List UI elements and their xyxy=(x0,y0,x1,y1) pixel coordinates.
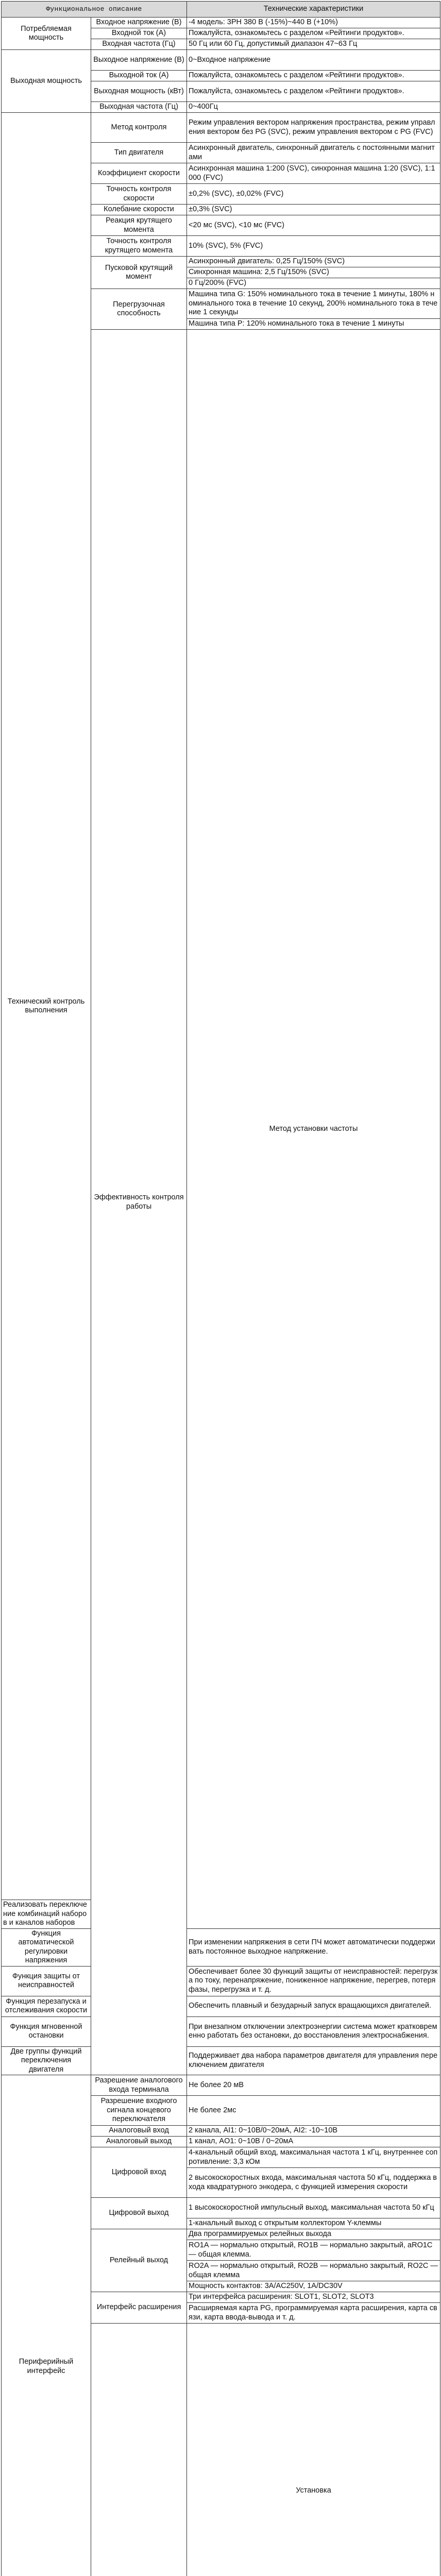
row-value: <20 мс (SVC), <10 мс (FVC) xyxy=(187,215,440,236)
row-name: Выходной ток (А) xyxy=(91,71,187,81)
row-value: 1 канал, AO1: 0~10В / 0~20мА xyxy=(187,2137,440,2147)
row-name: Релейный выход xyxy=(91,2229,187,2292)
row-name: Входной ток (А) xyxy=(91,28,187,39)
row-name: Функция автоматической регулировки напряжения xyxy=(2,1928,91,1966)
row-value: Асинхронная машина 1:200 (SVC), синхронная машина 1:20 (SVC), 1:1000 (FVC) xyxy=(187,163,440,184)
row-name: Функция защиты от неисправностей xyxy=(2,1966,91,1996)
row-value: Асинхронный двигатель, синхронный двигатель с постоянными магнитами xyxy=(187,143,440,163)
row-value: Не более 20 мВ xyxy=(187,2075,440,2096)
row-value: 1-канальный выход с открытым коллектором Y-клеммы xyxy=(187,2218,440,2229)
group-input-power: Потребляемая мощность xyxy=(2,18,91,50)
row-value: -4 модель: 3PH 380 В (-15%)~440 В (+10%) xyxy=(187,18,440,28)
row-value: ±0,3% (SVC) xyxy=(187,205,440,215)
row-name: Цифровой вход xyxy=(91,2147,187,2198)
row-value: Асинхронный двигатель: 0,25 Гц/150% (SVC) xyxy=(187,257,440,267)
header-technical-specs: Технические характеристики xyxy=(187,2,440,18)
row-value: Пожалуйста, ознакомьтесь с разделом «Рейтинги продуктов». xyxy=(187,81,440,102)
row-name: Выходное напряжение (В) xyxy=(91,50,187,71)
row-value: 0 Гц/200% (FVC) xyxy=(187,278,440,289)
row-name: Функция мгновенной остановки xyxy=(2,2016,91,2046)
row-value: Пожалуйста, ознакомьтесь с разделом «Рейтинги продуктов». xyxy=(187,71,440,81)
row-name: Выходная частота (Гц) xyxy=(91,102,187,113)
row-value: 10% (SVC), 5% (FVC) xyxy=(187,236,440,257)
row-value: RO1A — нормально открытый, RO1B — нормально закрытый, аRO1C — общая клемма. xyxy=(187,2240,440,2261)
row-name: Тип двигателя xyxy=(91,143,187,163)
group-tech-control: Технический контроль выполнения xyxy=(2,113,91,1900)
spec-page xyxy=(0,0,441,1000)
row-value: Расширяемая карта PG, программируемая карта расширения, карта связи, карта ввода-вывода и т. д. xyxy=(187,2303,440,2324)
row-value: RO2A — нормально открытый, RO2B — нормально закрытый, RO2C — общая клемма xyxy=(187,2261,440,2281)
row-name: Коэффициент скорости xyxy=(91,163,187,184)
row-name: Реакция крутящего момента xyxy=(91,215,187,236)
table-row xyxy=(2,18,440,28)
row-value: 50 Гц или 60 Гц, допустимый диапазон 47~63 Гц xyxy=(187,39,440,50)
table-row xyxy=(2,1966,440,1996)
header-function-description: Функциональное описание xyxy=(2,2,187,18)
row-value: 1 высокоскоростной импульсный выход, максимальная частота 50 кГц xyxy=(187,2198,440,2218)
row-name: Разрешение входного сигнала концевого переключателя xyxy=(91,2096,187,2126)
table-row xyxy=(2,2016,440,2046)
row-name: Колебание скорости xyxy=(91,205,187,215)
row-name: Перегрузочная способность xyxy=(91,289,187,330)
group-efficiency: Эффективность контроля работы xyxy=(91,330,187,2075)
row-value: Машина типа G: 150% номинального тока в течение 1 минуты, 180% номинального тока в течение 10 секунд, 200% номинального тока в течение 1 секунды xyxy=(187,289,440,319)
row-name: Входная частота (Гц) xyxy=(91,39,187,50)
row-value: 0~400Гц xyxy=(187,102,440,113)
row-name: Установка xyxy=(187,2324,440,2576)
row-name: Выходная мощность (кВт) xyxy=(91,81,187,102)
table-row xyxy=(2,50,440,71)
row-value: 2 высокоскоростных входа, максимальная частота 50 кГц, поддержка входа квадратурного энкодера, с функцией измерения скорости xyxy=(187,2168,440,2198)
row-name: Функция перезапуска и отслеживания скорости xyxy=(2,1996,91,2016)
table-row xyxy=(2,2046,440,2075)
row-name: Аналоговый выход xyxy=(91,2137,187,2147)
row-value: Три интерфейса расширения: SLOT1, SLOT2, SLOT3 xyxy=(187,2292,440,2303)
row-value: Два программируемых релейных выхода xyxy=(187,2229,440,2240)
row-value: ±0,2% (SVC), ±0,02% (FVC) xyxy=(187,184,440,205)
row-value: Реализовать переключение комбинаций наборов и каналов наборов xyxy=(2,1900,91,1929)
row-name: Точность контроля скорости xyxy=(91,184,187,205)
table-row xyxy=(2,113,440,143)
row-name: Входное напряжение (В) xyxy=(91,18,187,28)
row-name: Разрешение аналогового входа терминала xyxy=(91,2075,187,2096)
group-output-power: Выходная мощность xyxy=(2,50,91,113)
row-value: Пожалуйста, ознакомьтесь с разделом «Рейтинги продуктов». xyxy=(187,28,440,39)
row-value: При изменении напряжения в сети ПЧ может автоматически поддерживать постоянное выходное напряжение. xyxy=(187,1928,440,1966)
group-other xyxy=(91,2324,187,2576)
row-value: 0~Входное напряжение xyxy=(187,50,440,71)
row-name: Аналоговый вход xyxy=(91,2126,187,2137)
row-value: 4-канальный общий вход, максимальная частота 1 кГц, внутреннее сопротивление: 3,3 кОм xyxy=(187,2147,440,2168)
table-row xyxy=(2,1928,440,1966)
row-value: Не более 2мс xyxy=(187,2096,440,2126)
row-value: Обеспечивает более 30 функций защиты от неисправностей: перегрузка по току, перенапряжение, пониженное напряжение, перегрев, потеря фазы, перегрузка и т. д. xyxy=(187,1966,440,1996)
row-value: Машина типа P: 120% номинального тока в течение 1 минуты xyxy=(187,319,440,330)
group-peripheral: Периферийный интерфейс xyxy=(2,2075,91,2576)
row-name: Пусковой крутящий момент xyxy=(91,257,187,289)
row-name: Метод контроля xyxy=(91,113,187,143)
spec-table xyxy=(1,1,440,2576)
row-value: При внезапном отключении электроэнергии система может кратковременно работать без остановки, до восстановления электроснабжения. xyxy=(187,2016,440,2046)
table-row xyxy=(2,2075,440,2096)
row-value: Поддерживает два набора параметров двигателя для управления переключением двигателя xyxy=(187,2046,440,2075)
row-value: Мощность контактов: 3А/AC250V, 1А/DC30V xyxy=(187,2281,440,2292)
row-name: Интерфейс расширения xyxy=(91,2292,187,2324)
table-row xyxy=(2,1996,440,2016)
row-name: Точность контроля крутящего момента xyxy=(91,236,187,257)
row-name: Цифровой выход xyxy=(91,2198,187,2229)
row-name: Две группы функций переключения двигателя xyxy=(2,2046,91,2075)
row-value: Обеспечить плавный и безударный запуск вращающихся двигателей. xyxy=(187,1996,440,2016)
row-value: Синхронная машина: 2,5 Гц/150% (SVC) xyxy=(187,267,440,278)
table-header-row xyxy=(2,2,440,18)
row-value: Режим управления вектором напряжения пространства, режим управления вектором без PG (SVC), режим управления вектором с PG (FVC) xyxy=(187,113,440,143)
row-value: 2 канала, AI1: 0~10В/0~20мА, AI2: -10~10В xyxy=(187,2126,440,2137)
row-name: Метод установки частоты xyxy=(187,330,440,1929)
